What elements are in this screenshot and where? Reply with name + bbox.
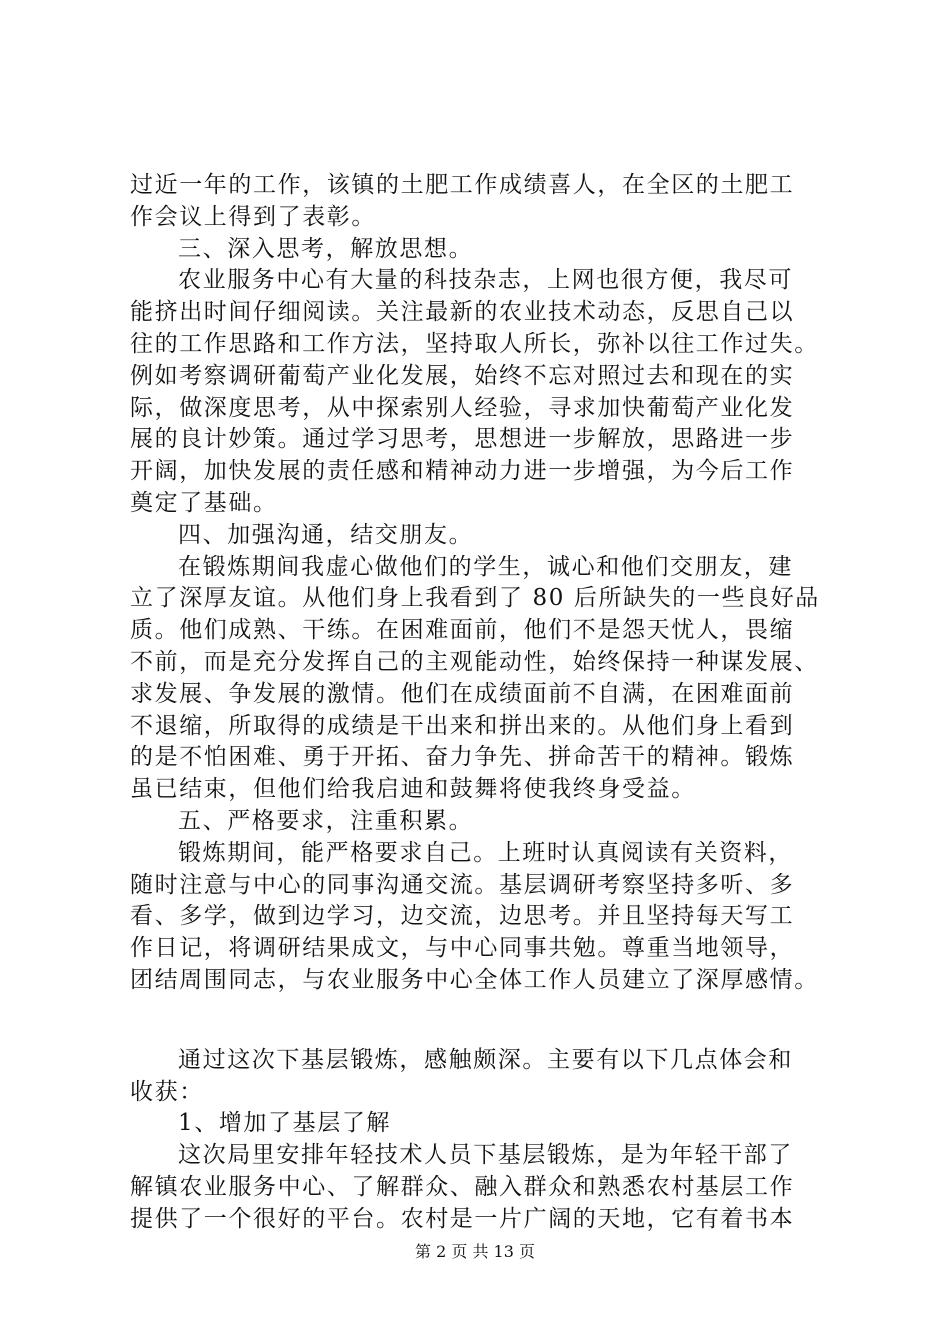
text-line: 这次局里安排年轻技术人员下基层锻炼，是为年轻干部了 bbox=[178, 1142, 793, 1169]
text-line: 农业服务中心有大量的科技杂志，上网也很方便，我尽可 bbox=[178, 267, 793, 294]
document-body bbox=[130, 170, 850, 1236]
blank-line bbox=[130, 997, 850, 1045]
text-line: 不前，而是充分发挥自己的主观能动性，始终保持一种谋发展、 bbox=[130, 648, 819, 675]
text-line: 收获： bbox=[130, 1078, 204, 1105]
text-line: 1、增加了基层了解 bbox=[178, 1110, 392, 1137]
text-line: 提供了一个很好的平台。农村是一片广阔的天地，它有着书本 bbox=[130, 1205, 795, 1232]
text-line: 四、加强沟通，结交朋友。 bbox=[178, 521, 474, 548]
text-line: 往的工作思路和工作方法，坚持取人所长，弥补以往工作过失。 bbox=[130, 330, 819, 357]
text-line: 看、多学，做到边学习，边交流，边思考。并且坚持每天写工 bbox=[130, 903, 795, 930]
text-line: 奠定了基础。 bbox=[130, 489, 278, 516]
text-line: 能挤出时间仔细阅读。关注最新的农业技术动态，反思自己以 bbox=[130, 299, 795, 326]
text-line: 不退缩，所取得的成绩是干出来和拼出来的。从他们身上看到 bbox=[130, 712, 795, 739]
text-line: 开阔，加快发展的责任感和精神动力进一步增强，为今后工作 bbox=[130, 458, 795, 485]
text-line: 求发展、争发展的激情。他们在成绩面前不自满，在困难面前 bbox=[130, 680, 795, 707]
text-line: 锻炼期间，能严格要求自己。上班时认真阅读有关资料， bbox=[178, 839, 793, 866]
text-line: 的是不怕困难、勇于开拓、奋力争先、拼命苦干的精神。锻炼 bbox=[130, 744, 795, 771]
text-line: 作会议上得到了表彰。 bbox=[130, 203, 376, 230]
text-line: 五、严格要求，注重积累。 bbox=[178, 807, 474, 834]
text-line: 通过这次下基层锻炼，感触颇深。主要有以下几点体会和 bbox=[178, 1046, 793, 1073]
page-footer: 第 2 页 共 13 页 bbox=[415, 1242, 535, 1261]
text-line: 过近一年的工作，该镇的土肥工作成绩喜人，在全区的土肥工 bbox=[130, 172, 795, 198]
text-line: 展的良计妙策。通过学习思考，思想进一步解放，思路进一步 bbox=[130, 426, 795, 453]
text-line: 际，做深度思考，从中探索别人经验，寻求加快葡萄产业化发 bbox=[130, 394, 795, 421]
text-line: 解镇农业服务中心、了解群众、融入群众和熟悉农村基层工作 bbox=[130, 1173, 795, 1200]
text-line: 例如考察调研葡萄产业化发展，始终不忘对照过去和现在的实 bbox=[130, 362, 795, 389]
text-line: 作日记，将调研结果成文，与中心同事共勉。尊重当地领导， bbox=[130, 935, 795, 962]
text-line: 三、深入思考，解放思想。 bbox=[178, 235, 474, 262]
text-line: 随时注意与中心的同事沟通交流。基层调研考察坚持多听、多 bbox=[130, 871, 795, 898]
text-line: 团结周围同志，与农业服务中心全体工作人员建立了深厚感情。 bbox=[130, 966, 819, 993]
text-line: 立了深厚友谊。从他们身上我看到了 80 后所缺失的一些良好品 bbox=[130, 585, 820, 612]
text-line: 在锻炼期间我虚心做他们的学生，诚心和他们交朋友，建 bbox=[178, 553, 793, 580]
text-line: 质。他们成熟、干练。在困难面前，他们不是怨天忧人，畏缩 bbox=[130, 617, 795, 644]
text-line: 虽已结束，但他们给我启迪和鼓舞将使我终身受益。 bbox=[130, 776, 696, 803]
